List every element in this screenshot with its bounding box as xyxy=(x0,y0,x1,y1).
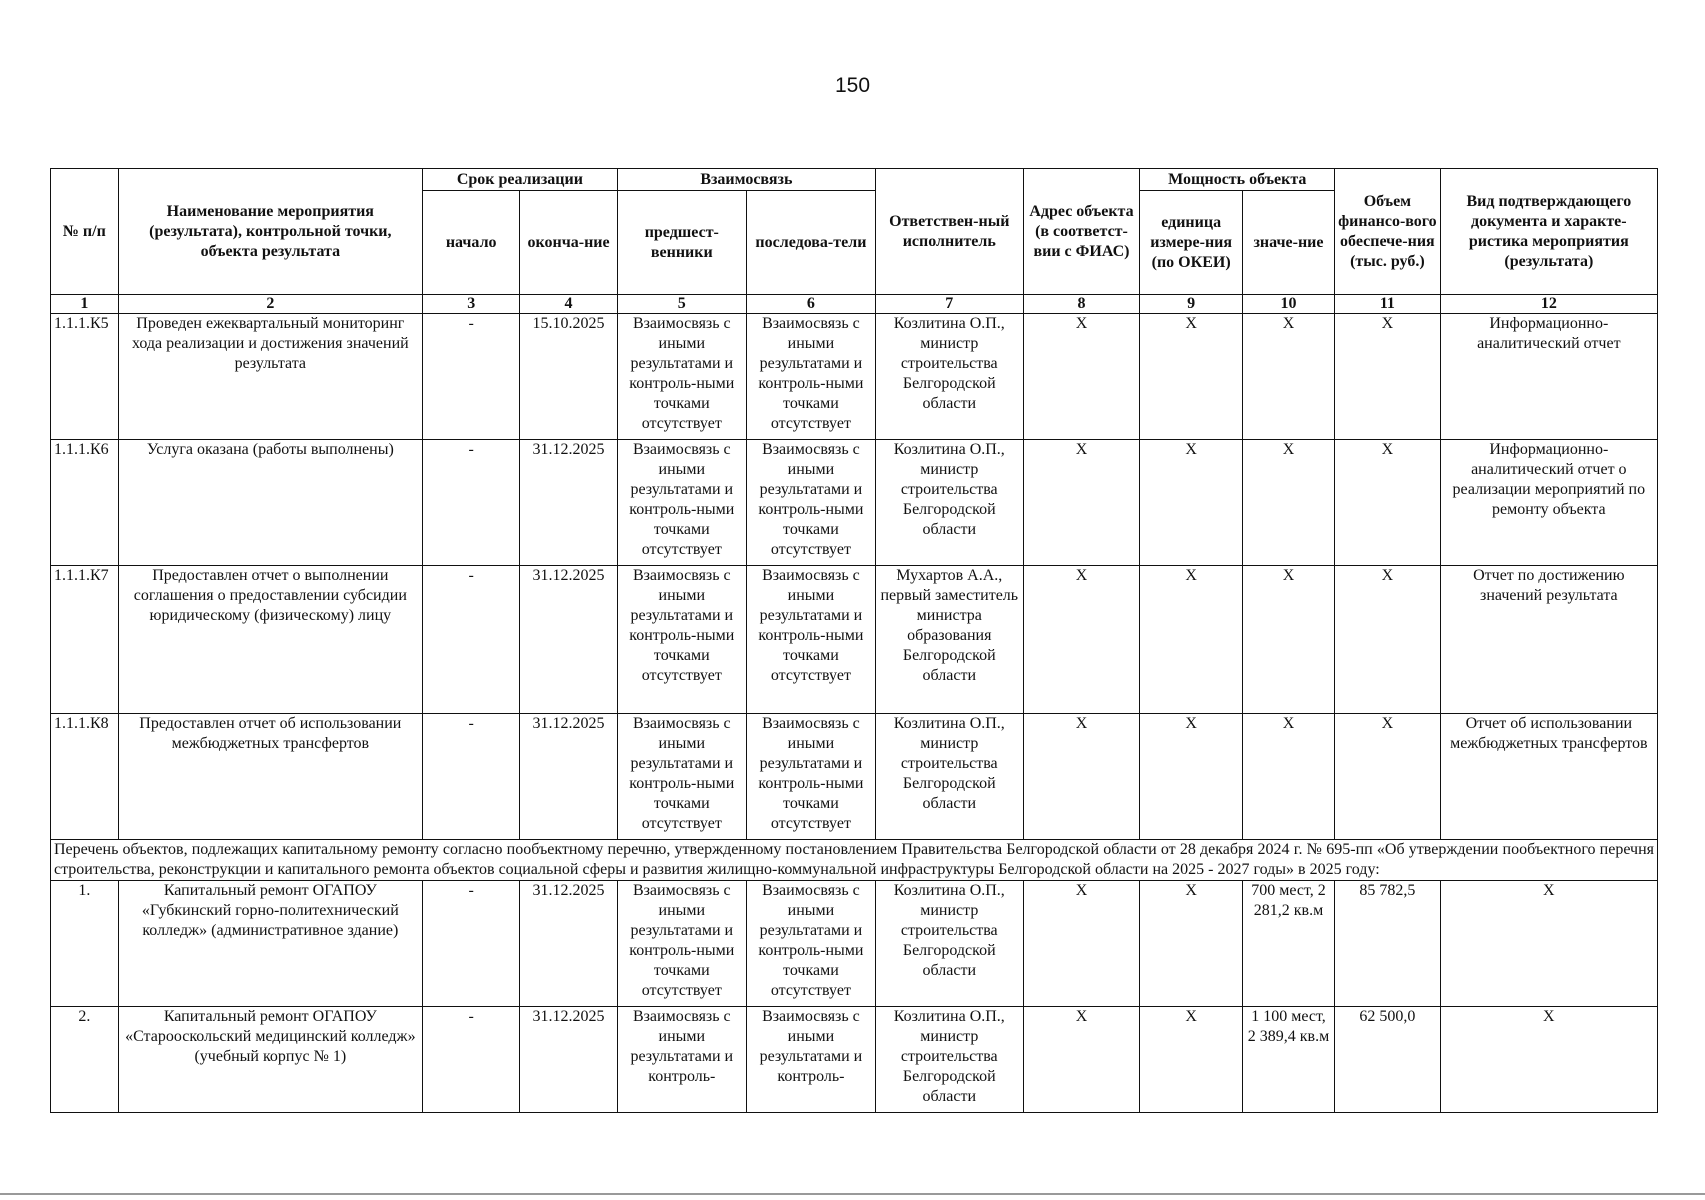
row-executor: Козлитина О.П., министр строительства Белгородской области xyxy=(875,440,1023,566)
row-id: 1.1.1.К5 xyxy=(51,314,119,440)
row-address: X xyxy=(1023,314,1140,440)
object-name: Капитальный ремонт ОГАПОУ «Старооскольский медицинский колледж» (учебный корпус № 1) xyxy=(118,1007,422,1113)
object-successors: Взаимосвязь с иными результатами и контроль- xyxy=(746,1007,875,1113)
row-end: 31.12.2025 xyxy=(520,440,617,566)
object-value: 700 мест, 2 281,2 кв.м xyxy=(1242,881,1334,1007)
row-successors: Взаимосвязь с иными результатами и контроль-ными точками отсутствует xyxy=(746,714,875,840)
object-executor: Козлитина О.П., министр строительства Белгородской области xyxy=(875,881,1023,1007)
row-unit: X xyxy=(1140,714,1242,840)
row-document: Информационно-аналитический отчет о реализации мероприятий по ремонту объекта xyxy=(1440,440,1657,566)
row-finance: X xyxy=(1335,566,1441,714)
col-number: 12 xyxy=(1440,295,1657,314)
object-predecessors: Взаимосвязь с иными результатами и контроль- xyxy=(617,1007,746,1113)
row-document: Информационно-аналитический отчет xyxy=(1440,314,1657,440)
header-document: Вид подтверждающего документа и характе-ристика мероприятия (результата) xyxy=(1440,169,1657,295)
col-number: 4 xyxy=(520,295,617,314)
col-number: 8 xyxy=(1023,295,1140,314)
header-relation: Взаимосвязь xyxy=(617,169,875,191)
row-end: 15.10.2025 xyxy=(520,314,617,440)
row-start: - xyxy=(423,314,520,440)
row-document: Отчет об использовании межбюджетных трансфертов xyxy=(1440,714,1657,840)
row-document: Отчет по достижению значений результата xyxy=(1440,566,1657,714)
header-finance: Объем финансо-вого обеспече-ния (тыс. руб.) xyxy=(1335,169,1441,295)
row-executor: Козлитина О.П., министр строительства Белгородской области xyxy=(875,314,1023,440)
table-row xyxy=(51,1007,1658,1113)
table-row xyxy=(51,440,1658,566)
object-unit: X xyxy=(1140,1007,1242,1113)
object-end: 31.12.2025 xyxy=(520,881,617,1007)
header-num: № п/п xyxy=(51,169,119,295)
object-end: 31.12.2025 xyxy=(520,1007,617,1113)
row-id: 1.1.1.К6 xyxy=(51,440,119,566)
row-end: 31.12.2025 xyxy=(520,566,617,714)
col-number: 9 xyxy=(1140,295,1242,314)
object-id: 2. xyxy=(51,1007,119,1113)
header-name: Наименование мероприятия (результата), контрольной точки, объекта результата xyxy=(118,169,422,295)
table-row xyxy=(51,714,1658,840)
row-value: X xyxy=(1242,440,1334,566)
header-executor: Ответствен-ный исполнитель xyxy=(875,169,1023,295)
object-finance: 62 500,0 xyxy=(1335,1007,1441,1113)
row-unit: X xyxy=(1140,440,1242,566)
object-start: - xyxy=(423,881,520,1007)
col-number: 10 xyxy=(1242,295,1334,314)
row-value: X xyxy=(1242,714,1334,840)
header-end: оконча-ние xyxy=(520,191,617,295)
row-predecessors: Взаимосвязь с иными результатами и контроль-ными точками отсутствует xyxy=(617,566,746,714)
header-start: начало xyxy=(423,191,520,295)
header-capacity: Мощность объекта xyxy=(1140,169,1335,191)
row-executor: Мухартов А.А., первый заместитель министра образования Белгородской области xyxy=(875,566,1023,714)
row-start: - xyxy=(423,714,520,840)
row-unit: X xyxy=(1140,314,1242,440)
row-value: X xyxy=(1242,314,1334,440)
row-predecessors: Взаимосвязь с иными результатами и контроль-ными точками отсутствует xyxy=(617,440,746,566)
results-table xyxy=(50,168,1658,1113)
row-address: X xyxy=(1023,714,1140,840)
table-row xyxy=(51,881,1658,1007)
object-value: 1 100 мест, 2 389,4 кв.м xyxy=(1242,1007,1334,1113)
row-start: - xyxy=(423,566,520,714)
col-number: 7 xyxy=(875,295,1023,314)
header-successors: последова-тели xyxy=(746,191,875,295)
object-address: X xyxy=(1023,881,1140,1007)
table-row xyxy=(51,314,1658,440)
row-predecessors: Взаимосвязь с иными результатами и контроль-ными точками отсутствует xyxy=(617,314,746,440)
row-id: 1.1.1.К7 xyxy=(51,566,119,714)
header-predecessors: предшест-венники xyxy=(617,191,746,295)
row-id: 1.1.1.К8 xyxy=(51,714,119,840)
header-unit: единица измере-ния (по ОКЕИ) xyxy=(1140,191,1242,295)
row-finance: X xyxy=(1335,440,1441,566)
col-number: 2 xyxy=(118,295,422,314)
header-period: Срок реализации xyxy=(423,169,618,191)
header-value: значе-ние xyxy=(1242,191,1334,295)
col-number: 3 xyxy=(423,295,520,314)
row-value: X xyxy=(1242,566,1334,714)
row-unit: X xyxy=(1140,566,1242,714)
row-finance: X xyxy=(1335,714,1441,840)
row-successors: Взаимосвязь с иными результатами и контроль-ными точками отсутствует xyxy=(746,566,875,714)
section-row xyxy=(51,840,1658,881)
object-start: - xyxy=(423,1007,520,1113)
row-name: Предоставлен отчет о выполнении соглашения о предоставлении субсидии юридическому (физическому) лицу xyxy=(118,566,422,714)
row-predecessors: Взаимосвязь с иными результатами и контроль-ными точками отсутствует xyxy=(617,714,746,840)
row-successors: Взаимосвязь с иными результатами и контроль-ными точками отсутствует xyxy=(746,314,875,440)
table-row xyxy=(51,566,1658,714)
row-name: Предоставлен отчет об использовании межбюджетных трансфертов xyxy=(118,714,422,840)
row-address: X xyxy=(1023,566,1140,714)
object-id: 1. xyxy=(51,881,119,1007)
object-unit: X xyxy=(1140,881,1242,1007)
section-note: Перечень объектов, подлежащих капитальному ремонту согласно пообъектному перечню, утвержденному постановлением Правительства Белгородской области от 28 декабря 2024 г. № 695-пп «Об утверждении пообъектного перечня строительства, реконструкции и капитального ремонта объектов социальной сферы и развития жилищно-коммунальной инфраструктуры Белгородской области на 2025 - 2027 годы» в 2025 году: xyxy=(51,840,1658,881)
row-successors: Взаимосвязь с иными результатами и контроль-ными точками отсутствует xyxy=(746,440,875,566)
object-executor: Козлитина О.П., министр строительства Белгородской области xyxy=(875,1007,1023,1113)
row-address: X xyxy=(1023,440,1140,566)
row-start: - xyxy=(423,440,520,566)
row-name: Проведен ежеквартальный мониторинг хода реализации и достижения значений результата xyxy=(118,314,422,440)
object-name: Капитальный ремонт ОГАПОУ «Губкинский горно-политехнический колледж» (административное здание) xyxy=(118,881,422,1007)
row-name: Услуга оказана (работы выполнены) xyxy=(118,440,422,566)
col-number: 5 xyxy=(617,295,746,314)
page-number: 150 xyxy=(834,74,871,97)
header-address: Адрес объекта (в соответст-вии с ФИАС) xyxy=(1023,169,1140,295)
col-number: 11 xyxy=(1335,295,1441,314)
row-finance: X xyxy=(1335,314,1441,440)
col-number: 6 xyxy=(746,295,875,314)
object-document: X xyxy=(1440,1007,1657,1113)
object-document: X xyxy=(1440,881,1657,1007)
object-finance: 85 782,5 xyxy=(1335,881,1441,1007)
row-end: 31.12.2025 xyxy=(520,714,617,840)
object-predecessors: Взаимосвязь с иными результатами и контроль-ными точками отсутствует xyxy=(617,881,746,1007)
object-successors: Взаимосвязь с иными результатами и контроль-ными точками отсутствует xyxy=(746,881,875,1007)
col-number: 1 xyxy=(51,295,119,314)
page-bottom-edge xyxy=(0,1193,1705,1195)
row-executor: Козлитина О.П., министр строительства Белгородской области xyxy=(875,714,1023,840)
object-address: X xyxy=(1023,1007,1140,1113)
